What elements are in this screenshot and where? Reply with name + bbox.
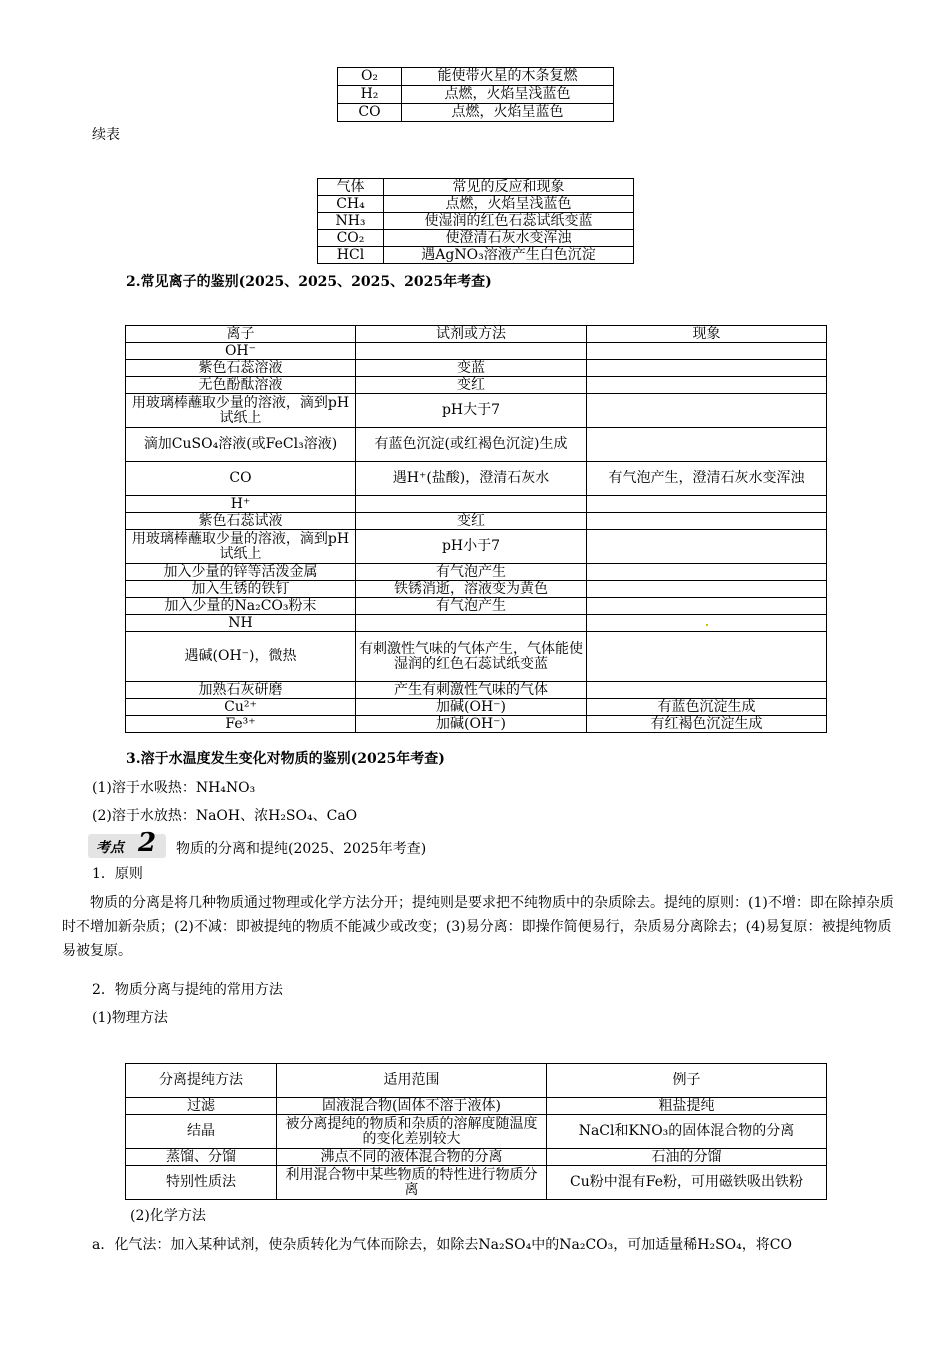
temp-item-2: (2)溶于水放热：NaOH、浓H₂SO₄、CaO bbox=[92, 808, 358, 824]
table-cell: 有气泡产生 bbox=[356, 598, 587, 615]
table-cell bbox=[587, 564, 827, 581]
table-cell: 紫色石蕊溶液 bbox=[126, 360, 356, 377]
table-cell: 气体 bbox=[318, 179, 384, 196]
badge-label: 考点 bbox=[96, 840, 124, 856]
heading-ions: 2.常见离子的鉴别(2025、2025、2025、2025年考查) bbox=[126, 274, 492, 290]
table-cell: 被分离提纯的物质和杂质的溶解度随温度的变化差别较大 bbox=[277, 1115, 547, 1149]
table-cell bbox=[356, 343, 587, 360]
table-cell: CO bbox=[338, 104, 402, 122]
table-cell: H⁺ bbox=[126, 496, 356, 513]
table-cell: CO₂ bbox=[318, 230, 384, 247]
table-cell: 有蓝色沉淀(或红褐色沉淀)生成 bbox=[356, 428, 587, 462]
table-cell: 点燃，火焰呈浅蓝色 bbox=[384, 196, 634, 213]
table-cell: NH₃ bbox=[318, 213, 384, 230]
table-cell: 变蓝 bbox=[356, 360, 587, 377]
table-cell: HCl bbox=[318, 247, 384, 264]
table-cell bbox=[587, 343, 827, 360]
table-cell: 加入少量的锌等活泼金属 bbox=[126, 564, 356, 581]
table-cell: Fe³⁺ bbox=[126, 716, 356, 733]
table-cell: 例子 bbox=[547, 1064, 827, 1098]
table-cell: 有刺激性气味的气体产生，气体能使湿润的红色石蕊试纸变蓝 bbox=[356, 632, 587, 682]
table-cell bbox=[587, 530, 827, 564]
table-cell: pH大于7 bbox=[356, 394, 587, 428]
gas-method-text: a．化气法：加入某种试剂，使杂质转化为气体而除去，如除去Na₂SO₄中的Na₂CO₃，可加适量稀H₂SO₄，将CO bbox=[92, 1237, 792, 1253]
table-cell bbox=[587, 682, 827, 699]
table-cell bbox=[587, 394, 827, 428]
table-cell: 加碱(OH⁻) bbox=[356, 716, 587, 733]
table-cell: 产生有刺激性气味的气体 bbox=[356, 682, 587, 699]
table-cell: 加碱(OH⁻) bbox=[356, 699, 587, 716]
table-cell bbox=[587, 496, 827, 513]
exam-point-badge bbox=[88, 828, 166, 858]
table-cell: CH₄ bbox=[318, 196, 384, 213]
table-cell bbox=[356, 615, 587, 632]
table-cell: 固液混合物(固体不溶于液体) bbox=[277, 1098, 547, 1115]
table-cell: 有气泡产生 bbox=[356, 564, 587, 581]
table-cell: O₂ bbox=[338, 68, 402, 86]
continued-label: 续表 bbox=[92, 127, 120, 143]
table-cell: 结晶 bbox=[126, 1115, 277, 1149]
physical-methods-table bbox=[125, 1063, 827, 1200]
table-cell: H₂ bbox=[338, 86, 402, 104]
table-cell: 能使带火星的木条复燃 bbox=[402, 68, 614, 86]
table-cell: 铁锈消逝，溶液变为黄色 bbox=[356, 581, 587, 598]
section-title: 物质的分离和提纯(2025、2025年考查) bbox=[176, 841, 427, 857]
table-cell: 过滤 bbox=[126, 1098, 277, 1115]
stray-mark bbox=[706, 624, 708, 626]
table-cell: 有红褐色沉淀生成 bbox=[587, 716, 827, 733]
badge-number: 2 bbox=[138, 828, 157, 858]
table-cell: 使澄清石灰水变浑浊 bbox=[384, 230, 634, 247]
table-cell: NH bbox=[126, 615, 356, 632]
table-cell: 特别性质法 bbox=[126, 1166, 277, 1200]
table-cell: NaCl和KNO₃的固体混合物的分离 bbox=[547, 1115, 827, 1149]
table-cell: 加入少量的Na₂CO₃粉末 bbox=[126, 598, 356, 615]
table-cell: 石油的分馏 bbox=[547, 1149, 827, 1166]
heading-temperature: 3.溶于水温度发生变化对物质的鉴别(2025年考查) bbox=[126, 751, 445, 767]
table-cell: 分离提纯方法 bbox=[126, 1064, 277, 1098]
methods-heading: 2．物质分离与提纯的常用方法 bbox=[92, 982, 283, 998]
table-cell: 遇碱(OH⁻)，微热 bbox=[126, 632, 356, 682]
table-cell: 紫色石蕊试液 bbox=[126, 513, 356, 530]
table-cell: CO bbox=[126, 462, 356, 496]
table-cell: 用玻璃棒蘸取少量的溶液，滴到pH试纸上 bbox=[126, 530, 356, 564]
table-cell: 无色酚酞溶液 bbox=[126, 377, 356, 394]
table-cell bbox=[587, 598, 827, 615]
table-cell: OH⁻ bbox=[126, 343, 356, 360]
table-cell: 使湿润的红色石蕊试纸变蓝 bbox=[384, 213, 634, 230]
principle-heading: 1．原则 bbox=[92, 866, 143, 882]
table-cell: 用玻璃棒蘸取少量的溶液，滴到pH试纸上 bbox=[126, 394, 356, 428]
ion-identification-table bbox=[125, 325, 827, 733]
table-cell: 加熟石灰研磨 bbox=[126, 682, 356, 699]
table-cell: 粗盐提纯 bbox=[547, 1098, 827, 1115]
table-cell: Cu粉中混有Fe粉，可用磁铁吸出铁粉 bbox=[547, 1166, 827, 1200]
table-cell: 沸点不同的液体混合物的分离 bbox=[277, 1149, 547, 1166]
table-cell bbox=[587, 513, 827, 530]
table-cell: 有蓝色沉淀生成 bbox=[587, 699, 827, 716]
table-cell bbox=[587, 615, 827, 632]
table-cell: 常见的反应和现象 bbox=[384, 179, 634, 196]
temp-item-1: (1)溶于水吸热：NH₄NO₃ bbox=[92, 780, 256, 796]
physical-heading: (1)物理方法 bbox=[92, 1010, 168, 1026]
gas-test-table-1 bbox=[337, 67, 614, 122]
table-cell: 利用混合物中某些物质的特性进行物质分离 bbox=[277, 1166, 547, 1200]
table-cell: 变红 bbox=[356, 513, 587, 530]
table-cell: 加入生锈的铁钉 bbox=[126, 581, 356, 598]
table-cell bbox=[587, 581, 827, 598]
table-cell: 点燃，火焰呈浅蓝色 bbox=[402, 86, 614, 104]
table-cell: 变红 bbox=[356, 377, 587, 394]
table-cell: 试剂或方法 bbox=[356, 326, 587, 343]
table-cell: 现象 bbox=[587, 326, 827, 343]
table-cell bbox=[587, 377, 827, 394]
table-cell: 遇H⁺(盐酸)，澄清石灰水 bbox=[356, 462, 587, 496]
table-cell: 有气泡产生，澄清石灰水变浑浊 bbox=[587, 462, 827, 496]
table-cell bbox=[587, 360, 827, 377]
table-cell: 蒸馏、分馏 bbox=[126, 1149, 277, 1166]
table-cell: 遇AgNO₃溶液产生白色沉淀 bbox=[384, 247, 634, 264]
principle-paragraph: 物质的分离是将几种物质通过物理或化学方法分开；提纯则是要求把不纯物质中的杂质除去。提纯的原则：(1)不增：即在除掉杂质时不增加新杂质；(2)不减：即被提纯的物质不能减少或改变；(3)易分离：即操作简便易行，杂质易分离除去；(4)易复原：被提纯物质易被复原。 bbox=[62, 895, 894, 959]
table-cell bbox=[587, 632, 827, 682]
chemical-heading: (2)化学方法 bbox=[130, 1208, 206, 1224]
table-cell bbox=[356, 496, 587, 513]
table-cell: Cu²⁺ bbox=[126, 699, 356, 716]
table-cell: 适用范围 bbox=[277, 1064, 547, 1098]
table-cell: 离子 bbox=[126, 326, 356, 343]
table-cell: 点燃，火焰呈蓝色 bbox=[402, 104, 614, 122]
table-cell: pH小于7 bbox=[356, 530, 587, 564]
gas-test-table-2 bbox=[317, 178, 634, 264]
table-cell: 滴加CuSO₄溶液(或FeCl₃溶液) bbox=[126, 428, 356, 462]
table-cell bbox=[587, 428, 827, 462]
